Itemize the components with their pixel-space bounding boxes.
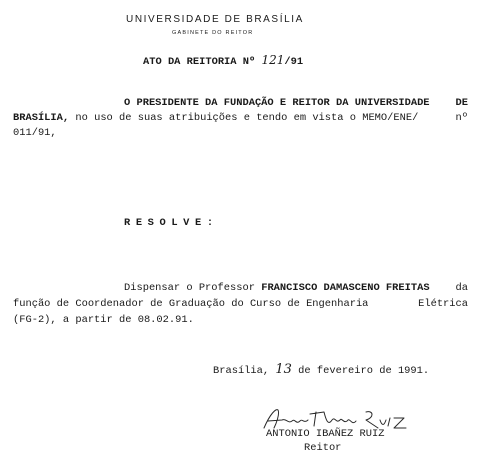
- preamble-line-1-end: DE: [455, 97, 468, 109]
- act-title: [143, 53, 303, 68]
- preamble-line-2-end: nº: [455, 112, 468, 124]
- date-line: [213, 362, 429, 377]
- preamble-line-1-text: O PRESIDENTE DA FUNDAÇÃO E REITOR DA UNIVERSIDADE: [124, 97, 430, 109]
- act-title-prefix: ATO DA REITORIA Nº: [143, 56, 256, 68]
- preamble-line-1: [124, 97, 468, 109]
- body-line-2-end: Elétrica: [418, 298, 468, 310]
- body-line-1: [124, 282, 468, 294]
- body-line-2-text: função de Coordenador de Graduação do Curso de Engenharia: [13, 298, 369, 310]
- body-line-2: [13, 298, 468, 310]
- office-name: GABINETE DO REITOR: [172, 30, 254, 36]
- professor-name: FRANCISCO DAMASCENO FREITAS: [261, 282, 430, 294]
- body-line-1-end: da: [455, 282, 468, 294]
- act-title-suffix: /91: [284, 56, 304, 68]
- body-line-3: (FG-2), a partir de 08.02.91.: [13, 314, 194, 326]
- preamble-line-2-text: no uso de suas atribuições e tendo em vista o MEMO/ENE/: [75, 112, 419, 124]
- date-prefix: Brasília,: [213, 365, 270, 377]
- preamble-line-3: 011/91,: [13, 127, 57, 139]
- preamble-brasilia: BRASÍLIA,: [13, 112, 70, 124]
- body-line-1-lead: Dispensar o Professor: [124, 282, 255, 294]
- resolve-heading: RESOLVE:: [124, 217, 219, 229]
- signatory-name: ANTONIO IBAÑEZ RUIZ: [266, 428, 385, 440]
- preamble-line-2: [13, 112, 468, 124]
- university-name: UNIVERSIDADE DE BRASÍLIA: [126, 14, 304, 25]
- signatory-title: Reitor: [304, 442, 342, 454]
- date-day-handwritten: 13: [275, 362, 292, 377]
- act-number-handwritten: 121: [261, 53, 285, 67]
- date-suffix: de fevereiro de 1991.: [298, 365, 430, 377]
